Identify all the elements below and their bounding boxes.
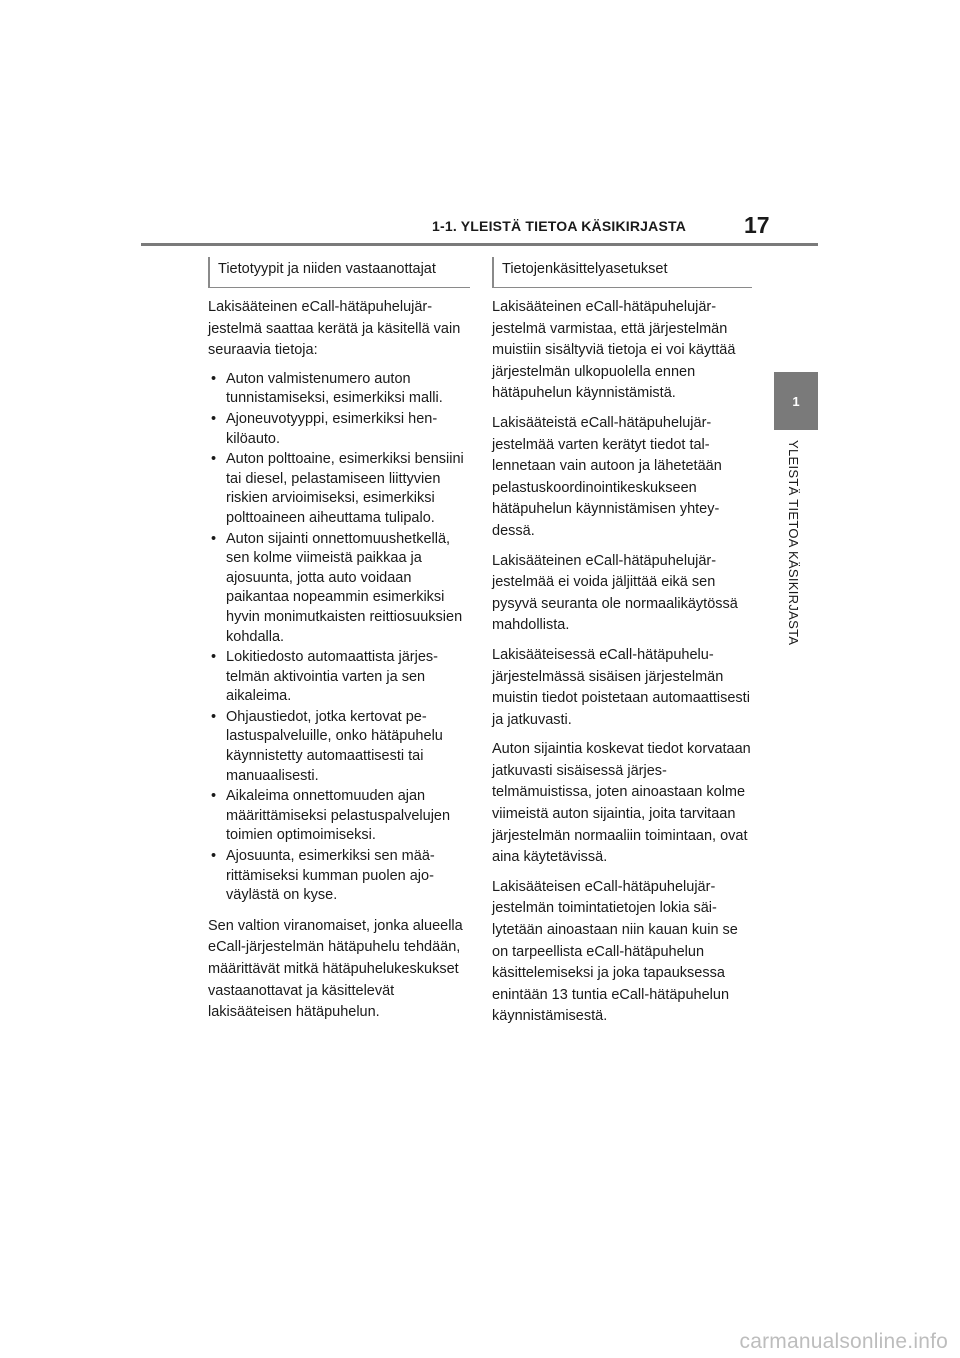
paragraph: Auton sijaintia koskevat tiedot korvataan jatkuvasti sisäisessä järjestelmämuistissa, joten ainoastaan kolme viimeistä auton sijaintia, joita tarvitaan järjestelmän normaaliin toimintaan, ovat aina käytetävissä. [492, 741, 751, 866]
list-item: • Auton sijainti onnettomuushetkellä, sen kolme viimeistä paikkaa ja ajosuunta, jotta auto voidaan paikantaa nopeammin esimerkiksi hyvin monimutkaisten reittiosuuksien kohdalla. [208, 530, 470, 648]
paragraph: Lakisääteinen eCall-hätäpuhelujärjestelmää ei voida jäljittää eikä sen pysyvä seuranta ole normaalikäytössä mahdollista. [492, 552, 738, 634]
list-item: • Auton polttoaine, esimerkiksi bensiini tai diesel, pelastamiseen liittyvien riskien arvioimiseksi, esimerkiksi polttoaineen aiheuttama tulipalo. [208, 450, 470, 528]
paragraph: Lakisääteistä eCall-hätäpuhelujärjestelmää varten kerätyt tiedot tallennetaan vain autoon ja lähetetään pelastuskoordinointikeskukseen hätäpuhelun käynnistämisen yhteydessä. [492, 414, 722, 539]
list-item: • Ajosuunta, esimerkiksi sen määrittämiseksi kumman puolen ajoväylästä on kyse. [208, 847, 470, 906]
list-item: • Ajoneuvotyyppi, esimerkiksi henkilöauto. [208, 410, 470, 449]
watermark: carmanualsonline.info [739, 1330, 948, 1353]
left-intro: Lakisääteinen eCall-hätäpuhelujärjestelmä saattaa kerätä ja käsitellä vain seuraavia tietoja: [208, 299, 461, 359]
paragraph: Lakisääteisen eCall-hätäpuhelujärjestelmän toimintatietojen lokia säilytetään ainoastaan niin kauan kuin se on tarpeellista eCall-hätäpuhelun käsittelemiseksi ja joka tapauksessa enintään 13 tuntia eCall-hätäpuhelun käynnistämisestä. [492, 878, 738, 1025]
list-item: • Ohjaustiedot, jotka kertovat pelastuspalveluille, onko hätäpuhelu käynnistetty automaattisesti tai manuaalisesti. [208, 708, 470, 786]
data-types-list [208, 370, 470, 906]
left-subheading: Tietotyypit ja niiden vastaanottajat [208, 257, 470, 288]
chapter-side-title: YLEISTÄ TIETOA KÄSIKIRJASTA [786, 440, 801, 646]
list-item: • Lokitiedosto automaattista järjestelmän aktivointia varten ja sen aikaleima. [208, 648, 470, 707]
section-title: 1-1. YLEISTÄ TIETOA KÄSIKIRJASTA [432, 218, 687, 234]
list-item: • Aikaleima onnettomuuden ajan määrittämiseksi pelastuspalvelujen toimien optimoimiseksi. [208, 787, 470, 846]
right-subheading: Tietojenkäsittelyasetukset [492, 257, 752, 288]
left-column [208, 257, 470, 1032]
chapter-tab: 1 [774, 372, 818, 430]
header-divider [141, 243, 818, 246]
paragraph: Lakisääteinen eCall-hätäpuhelujärjestelmä varmistaa, että järjestelmän muistiin sisältyviä tietoja ei voi käyttää järjestelmän ulkopuolella ennen hätäpuhelun käynnistämistä. [492, 299, 736, 402]
list-item: • Auton valmistenumero auton tunnistamiseksi, esimerkiksi malli. [208, 370, 470, 409]
right-column [492, 257, 752, 1036]
left-closing: Sen valtion viranomaiset, jonka alueella eCall-järjestelmän hätäpuhelu tehdään, määrittävät mitkä hätäpuhelukeskukset vastaanottavat ja käsittelevät lakisääteisen hätäpuhelun. [208, 917, 463, 1021]
paragraph: Lakisääteisessä eCall-hätäpuhelujärjestelmässä sisäisen järjestelmän muistin tiedot poistetaan automaattisesti ja jatkuvasti. [492, 646, 750, 728]
page-number: 17 [744, 212, 770, 238]
